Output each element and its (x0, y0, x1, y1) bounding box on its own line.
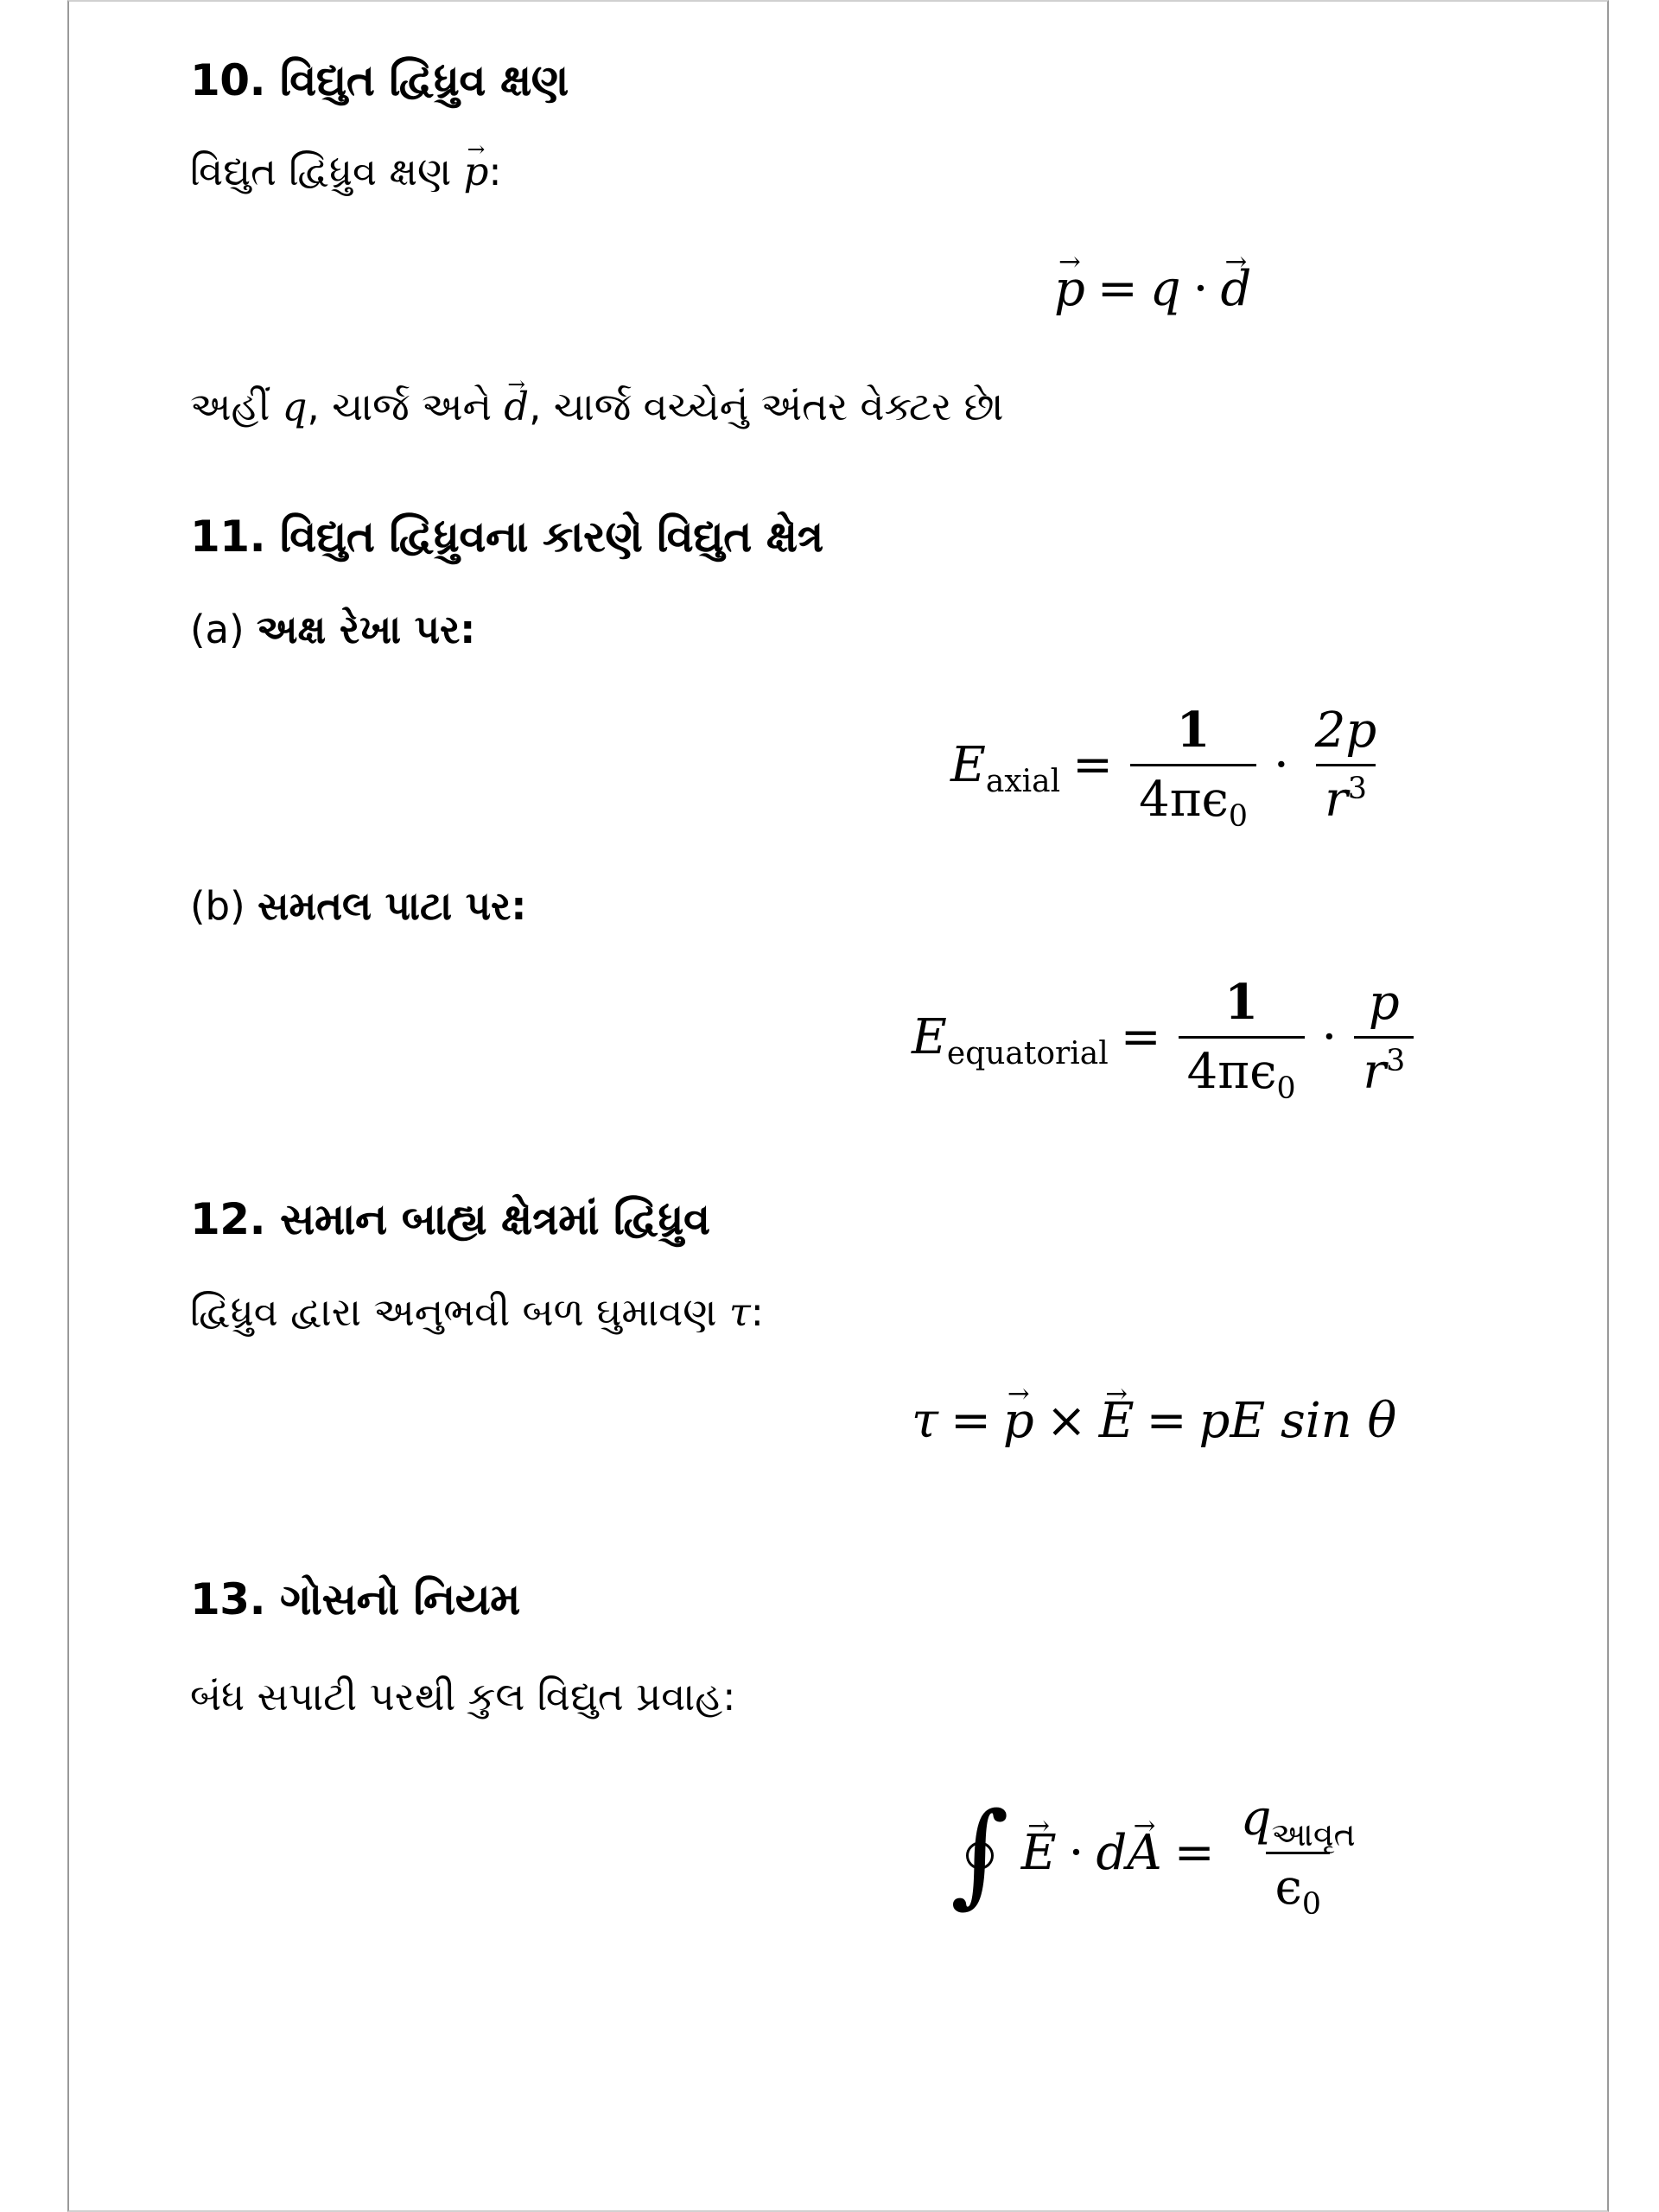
contour-integral-icon: ∫ (950, 1787, 1009, 1919)
intro-13: બંધ સપાટી પરથી કુલ વિદ્યુત પ્રવાહ: (190, 1674, 736, 1719)
fraction-dipole-b: $\frac{p}{r^3}$ (1354, 975, 1414, 1100)
fraction-dipole: $\frac{2p}{r^3}$ (1314, 702, 1377, 828)
heading-10: 10. વિદ્યુત દ્વિધ્રુવ ક્ષણ (190, 55, 569, 105)
heading-11: 11. વિદ્યુત દ્વિધ્રુવના કારણે વિદ્યુત ક્ષેત્ર (190, 512, 823, 562)
note-10: અહીં q, ચાર્જ અને → d, ચાર્જ વચ્ચેનું અંતર વેક્ટર છે। (190, 384, 1004, 430)
intro-12: દ્વિધ્રુવ દ્વારા અનુભવી બળ ઘુમાવણ τ: (190, 1289, 764, 1335)
heading-13: 13. ગોસનો નિયમ (190, 1574, 520, 1624)
subheading-11a: (a) અક્ષ રેખા પર: (190, 607, 476, 652)
fraction-enclosed-charge: $\frac{q_{આવૃત}}{\epsilon_0}$ (1240, 1790, 1356, 1923)
vector-p: → p (464, 149, 489, 194)
equation-equatorial-field: $E_{equatorial}$ = $\frac{1}{4\pi\epsilon_0}$ · $\frac{p}{r^3}$ (912, 974, 1419, 1100)
heading-12: 12. સમાન બાહ્ય ક્ષેત્રમાં દ્વિધ્રુવ (190, 1194, 710, 1244)
equation-axial-field: $E_{axial}$ = $\frac{1}{4\pi\epsilon_0}$ · $\frac{2p}{r^3}$ (950, 702, 1390, 828)
subheading-11b: (b) સમતલ પાટા પર: (190, 883, 527, 929)
intro-10: વિદ્યુત દ્વિધ્રુવ ક્ષણ → p: (190, 149, 502, 195)
equation-torque: τ = → p × → E = pE sin θ (912, 1393, 1396, 1449)
fraction-constant: $\frac{1}{4\pi\epsilon_0}$ (1130, 702, 1256, 828)
equation-dipole-moment: → p = q · → d (1054, 261, 1251, 317)
fraction-constant-b: $\frac{1}{4\pi\epsilon_0}$ (1179, 974, 1305, 1100)
equation-gauss-law: ∫ → E · d→ A = $\frac{q_{આવૃત}}{\epsilon_0}$ (950, 1790, 1370, 1916)
document-page (67, 0, 1609, 2212)
